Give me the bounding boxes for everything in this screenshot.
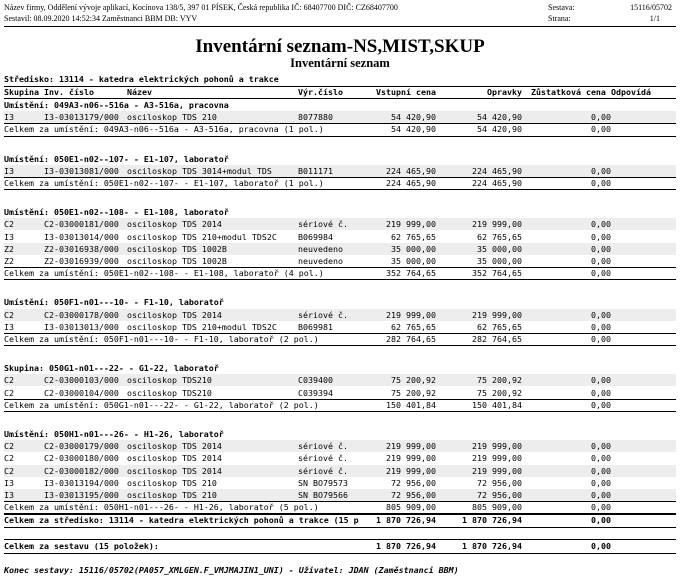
col-group: Skupina: [4, 87, 39, 97]
group-code: I3: [4, 322, 14, 332]
inventory-number: Z2-03016938/000: [44, 244, 119, 254]
location-heading: Umístění: 050E1-n02--108- - E1-108, laboratoř: [4, 207, 229, 217]
table-row: [4, 255, 676, 267]
price-value: 352 764,65: [386, 268, 436, 278]
subtotal-bottom-rule: [4, 411, 676, 412]
item-name: osciloskop TDS 210+modul TDS2C: [127, 322, 277, 332]
repairs-value: 219 999,00: [472, 453, 522, 463]
table-row: [4, 477, 676, 489]
item-name: osciloskop TDS 1002B: [127, 244, 227, 254]
col-price: Vstupní cena: [376, 87, 436, 97]
item-name: osciloskop TDS 1002B: [127, 256, 227, 266]
item-name: osciloskop TDS 3014+modul TDS: [127, 166, 272, 176]
item-name: osciloskop TDS 210: [127, 112, 217, 122]
group-code: I3: [4, 166, 14, 176]
price-value: 62 765,65: [391, 322, 436, 332]
inventory-number: C2-03000104/000: [44, 388, 119, 398]
inventory-number: Z2-03016939/000: [44, 256, 119, 266]
residual-value: 0,00: [591, 441, 611, 451]
residual-value: 0,00: [591, 219, 611, 229]
table-row: [4, 489, 676, 501]
group-code: I3: [4, 232, 14, 242]
table-row: [4, 387, 676, 399]
item-name: osciloskop TDS210: [127, 388, 212, 398]
subtotal-bottom-rule: [4, 345, 676, 346]
grand-total: [4, 540, 676, 552]
location-heading: Umístění: 050E1-n02--107- - E1-107, laboratoř: [4, 154, 229, 164]
total-label: Celkem za umístění: 049A3-n06--516a - A3-516a, pracovna (1 pol.): [4, 124, 324, 134]
group-code: C2: [4, 219, 14, 229]
item-name: osciloskop TDS 210: [127, 478, 217, 488]
inventory-number: C2-03000182/000: [44, 466, 119, 476]
center-total: [4, 514, 676, 526]
inventory-number: C2-03000103/000: [44, 375, 119, 385]
serial-number: sériové č.: [298, 466, 348, 476]
table-row: [4, 243, 676, 255]
serial-number: sériové č.: [298, 441, 348, 451]
group-code: C2: [4, 466, 14, 476]
serial-number: SN BO79566: [298, 490, 348, 500]
total-label: Celkem za středisko: 13114 - katedra elektrických pohonů a trakce (15 p: [4, 515, 359, 525]
inventory-number: C2-03000179/000: [44, 441, 119, 451]
column-header: [4, 86, 676, 98]
group-code: Z2: [4, 256, 14, 266]
table-row: [4, 165, 676, 177]
inventory-number: C2-03000181/000: [44, 219, 119, 229]
price-value: 75 200,92: [391, 375, 436, 385]
inventory-number: I3-03013081/000: [44, 166, 119, 176]
grand-total-bottom-rule: [4, 553, 676, 554]
serial-number: neuvedeno: [298, 256, 343, 266]
residual-value: 0,00: [591, 478, 611, 488]
item-name: osciloskop TDS 2014: [127, 310, 222, 320]
group-code: I3: [4, 112, 14, 122]
total-label: Celkem za umístění: 050E1-n02--108- - E1-108, laboratoř (4 pol.): [4, 268, 324, 278]
residual-value: 0,00: [591, 388, 611, 398]
inventory-number: C2-03000180/000: [44, 453, 119, 463]
serial-number: sériové č.: [298, 310, 348, 320]
location-heading: Umístění: 050H1-n01---26- - H1-26, laboratoř: [4, 429, 224, 439]
inventory-number: I3-03013194/000: [44, 478, 119, 488]
price-value: 35 000,00: [391, 256, 436, 266]
item-name: osciloskop TDS 2014: [127, 441, 222, 451]
repairs-value: 62 765,65: [477, 322, 522, 332]
repairs-value: 62 765,65: [477, 232, 522, 242]
group-code: Z2: [4, 244, 14, 254]
residual-value: 0,00: [591, 244, 611, 254]
company-info: Název firmy, Oddělení vývoje aplikací, Kocínova 138/5, 397 01 PÍSEK, Česká republika IČ: 68407700 DIČ: CZ68407700: [4, 3, 398, 12]
col-inv: Inv. číslo: [44, 87, 94, 97]
location-total: [4, 333, 676, 345]
repairs-value: 1 870 726,94: [462, 541, 522, 551]
inventory-number: I3-03013014/000: [44, 232, 119, 242]
location-total: [4, 501, 676, 513]
serial-number: neuvedeno: [298, 244, 343, 254]
repairs-value: 35 000,00: [477, 244, 522, 254]
report-label: Sestava:: [548, 3, 575, 12]
created-info: Sestavil: 08.09.2020 14:52:34 Zaměstnanci BBM DB: VYV: [4, 14, 198, 23]
item-name: osciloskop TDS 2014: [127, 219, 222, 229]
group-code: C2: [4, 441, 14, 451]
price-value: 54 420,90: [391, 124, 436, 134]
table-row: [4, 218, 676, 230]
residual-value: 0,00: [591, 124, 611, 134]
group-code: C2: [4, 310, 14, 320]
item-name: osciloskop TDS 2014: [127, 466, 222, 476]
price-value: 54 420,90: [391, 112, 436, 122]
total-label: Celkem za umístění: 050H1-n01---26- - H1-26, laboratoř (5 pol.): [4, 502, 319, 512]
repairs-value: 150 401,84: [472, 400, 522, 410]
price-value: 282 764,65: [386, 334, 436, 344]
subtotal-bottom-rule: [4, 136, 676, 137]
col-repairs: Opravky: [487, 87, 522, 97]
price-value: 1 870 726,94: [376, 515, 436, 525]
table-row: [4, 452, 676, 464]
report-subtitle: Inventární seznam: [290, 56, 390, 70]
residual-value: 0,00: [591, 541, 611, 551]
total-label: Celkem za sestavu (15 položek):: [4, 541, 159, 551]
total-label: Celkem za umístění: 050G1-n01---22- - G1-22, laboratoř (2 pol.): [4, 400, 319, 410]
residual-value: 0,00: [591, 268, 611, 278]
report-title: Inventární seznam-NS,MIST,SKUP: [195, 36, 485, 57]
price-value: 62 765,65: [391, 232, 436, 242]
price-value: 75 200,92: [391, 388, 436, 398]
residual-value: 0,00: [591, 322, 611, 332]
residual-value: 0,00: [591, 232, 611, 242]
total-label: Celkem za umístění: 050F1-n01---10- - F1-10, laboratoř (2 pol.): [4, 334, 319, 344]
residual-value: 0,00: [591, 334, 611, 344]
price-value: 35 000,00: [391, 244, 436, 254]
repairs-value: 282 764,65: [472, 334, 522, 344]
repairs-value: 219 999,00: [472, 219, 522, 229]
repairs-value: 224 465,90: [472, 178, 522, 188]
location-heading: Skupina: 050G1-n01---22- - G1-22, laboratoř: [4, 363, 219, 373]
price-value: 224 465,90: [386, 178, 436, 188]
subtotal-bottom-rule: [4, 279, 676, 280]
group-code: I3: [4, 490, 14, 500]
residual-value: 0,00: [591, 166, 611, 176]
total-label: Celkem za umístění: 050E1-n02--107- - E1-107, laboratoř (1 pol.): [4, 178, 324, 188]
residual-value: 0,00: [591, 178, 611, 188]
serial-number: B069981: [298, 322, 333, 332]
repairs-value: 35 000,00: [477, 256, 522, 266]
repairs-value: 219 999,00: [472, 466, 522, 476]
price-value: 219 999,00: [386, 310, 436, 320]
subtotal-bottom-rule: [4, 189, 676, 190]
serial-number: B011171: [298, 166, 333, 176]
inventory-number: I3-03013195/000: [44, 490, 119, 500]
price-value: 72 956,00: [391, 490, 436, 500]
location-total: [4, 177, 676, 189]
serial-number: SN BO79573: [298, 478, 348, 488]
group-code: I3: [4, 478, 14, 488]
table-row: [4, 440, 676, 452]
repairs-value: 72 956,00: [477, 490, 522, 500]
serial-number: B069984: [298, 232, 333, 242]
repairs-value: 72 956,00: [477, 478, 522, 488]
page-label: Strana:: [548, 14, 571, 23]
table-row: [4, 231, 676, 243]
price-value: 219 999,00: [386, 453, 436, 463]
serial-number: C039400: [298, 375, 333, 385]
price-value: 72 956,00: [391, 478, 436, 488]
price-value: 219 999,00: [386, 219, 436, 229]
repairs-value: 54 420,90: [477, 112, 522, 122]
col-serial: Výr.číslo: [298, 87, 343, 97]
col-responsible: Odpovídá: [611, 87, 651, 97]
table-row: [4, 321, 676, 333]
serial-number: 8077880: [298, 112, 333, 122]
repairs-value: 219 999,00: [472, 441, 522, 451]
repairs-value: 75 200,92: [477, 375, 522, 385]
col-residual: Zůstatková cena: [531, 87, 606, 97]
group-code: C2: [4, 375, 14, 385]
group-code: C2: [4, 388, 14, 398]
page-number: 1/1: [649, 14, 660, 23]
price-value: 219 999,00: [386, 466, 436, 476]
price-value: 805 909,00: [386, 502, 436, 512]
item-name: osciloskop TDS 210+modul TDS2C: [127, 232, 277, 242]
residual-value: 0,00: [591, 400, 611, 410]
repairs-value: 219 999,00: [472, 310, 522, 320]
residual-value: 0,00: [591, 466, 611, 476]
report-footer: Konec sestavy: 15116/05702(PA057_XMLGEN.F_VMJMAJIN1_UNI) - Uživatel: JDAN (Zaměstnanci BBM): [4, 565, 459, 575]
group-code: C2: [4, 453, 14, 463]
price-value: 1 870 726,94: [376, 541, 436, 551]
residual-value: 0,00: [591, 453, 611, 463]
residual-value: 0,00: [591, 490, 611, 500]
repairs-value: 805 909,00: [472, 502, 522, 512]
repairs-value: 54 420,90: [477, 124, 522, 134]
price-value: 219 999,00: [386, 441, 436, 451]
header-divider: [4, 26, 676, 27]
price-value: 150 401,84: [386, 400, 436, 410]
inventory-number: I3-03013013/000: [44, 322, 119, 332]
location-total: [4, 399, 676, 411]
residual-value: 0,00: [591, 112, 611, 122]
residual-value: 0,00: [591, 502, 611, 512]
item-name: osciloskop TDS 2014: [127, 453, 222, 463]
col-name: Název: [127, 87, 152, 97]
residual-value: 0,00: [591, 375, 611, 385]
table-row: [4, 374, 676, 386]
repairs-value: 352 764,65: [472, 268, 522, 278]
inventory-number: C2-03000178/000: [44, 310, 119, 320]
repairs-value: 224 465,90: [472, 166, 522, 176]
location-heading: Umístění: 050F1-n01---10- - F1-10, laboratoř: [4, 297, 224, 307]
item-name: osciloskop TDS210: [127, 375, 212, 385]
repairs-value: 1 870 726,94: [462, 515, 522, 525]
location-total: [4, 123, 676, 135]
item-name: osciloskop TDS 210: [127, 490, 217, 500]
report-value: 15116/05702: [630, 3, 672, 12]
residual-value: 0,00: [591, 256, 611, 266]
serial-number: sériové č.: [298, 453, 348, 463]
inventory-number: I3-03013179/000: [44, 112, 119, 122]
price-value: 224 465,90: [386, 166, 436, 176]
table-row: [4, 309, 676, 321]
residual-value: 0,00: [591, 310, 611, 320]
serial-number: sériové č.: [298, 219, 348, 229]
serial-number: C039394: [298, 388, 333, 398]
location-heading: Umístění: 049A3-n06--516a - A3-516a, pracovna: [4, 100, 229, 110]
residual-value: 0,00: [591, 515, 611, 525]
table-row: [4, 111, 676, 123]
table-row: [4, 465, 676, 477]
repairs-value: 75 200,92: [477, 388, 522, 398]
cost-center: Středisko: 13114 - katedra elektrických pohonů a trakce: [4, 74, 279, 84]
center-total-bottom-rule: [4, 527, 676, 528]
location-total: [4, 267, 676, 279]
